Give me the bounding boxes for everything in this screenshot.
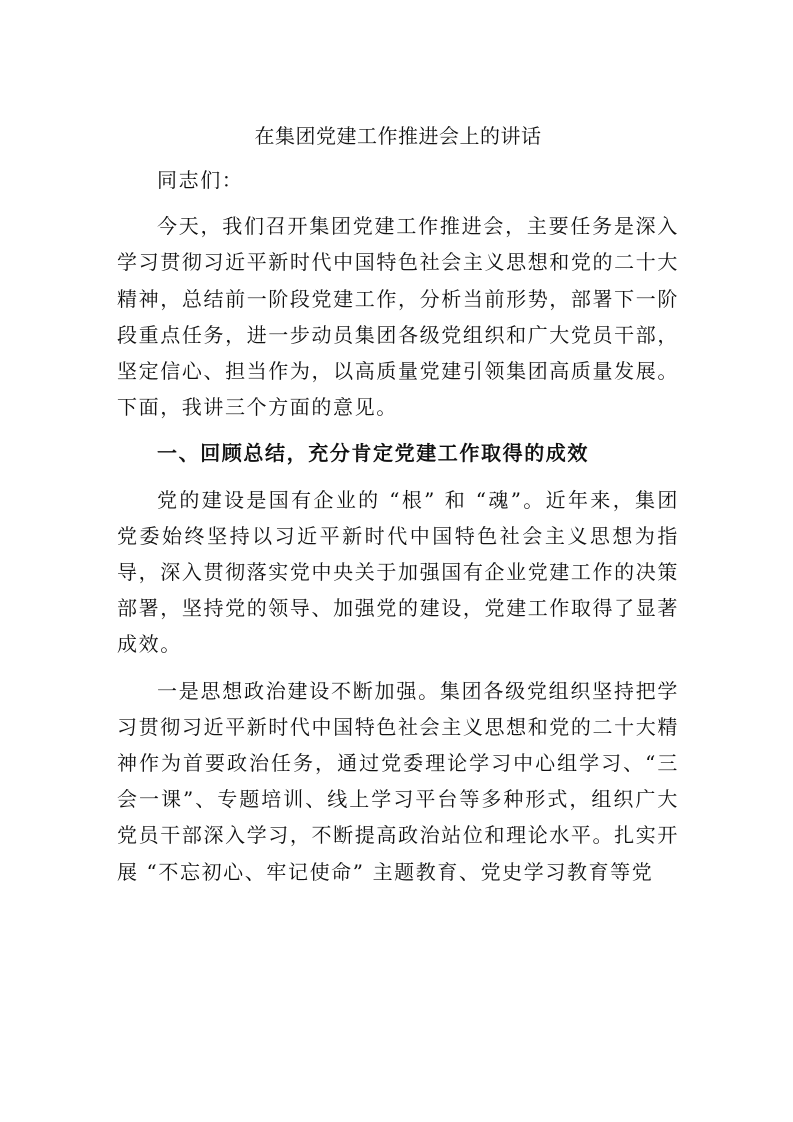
section-1-paragraph-1: 党的建设是国有企业的 “根” 和 “魂”。近年来，集团党委始终坚持以习近平新时代中国特色社会主义思想为指导，深入贯彻落实党中央关于加强国有企业党建工作的决策部署，坚持党的领导、加强党的建设，党建工作取得了显著成效。 [117,487,679,657]
salutation: 同志们： [157,168,244,192]
intro-paragraph: 今天，我们召开集团党建工作推进会，主要任务是深入学习贯彻习近平新时代中国特色社会主义思想和党的二十大精神，总结前一阶段党建工作，分析当前形势，部署下一阶段重点任务，进一步动员集团各级党组织和广大党员干部，坚定信心、担当作为，以高质量党建引领集团高质量发展。下面，我讲三个方面的意见。 [117,214,679,420]
section-1-paragraph-2: 一是思想政治建设不断加强。集团各级党组织坚持把学习贯彻习近平新时代中国特色社会主义思想和党的二十大精神作为首要政治任务，通过党委理论学习中心组学习、“三会一课”、专题培训、线上学习平台等多种形式，组织广大党员干部深入学习，不断提高政治站位和理论水平。扎实开展 “不忘初心、牢记使命” 主题教育、党史学习教育等党 [117,678,679,884]
section-1-heading: 一、回顾总结，充分肯定党建工作取得的成效 [157,441,589,466]
document-title: 在集团党建工作推进会上的讲话 [254,124,542,148]
document-page [117,116,679,900]
